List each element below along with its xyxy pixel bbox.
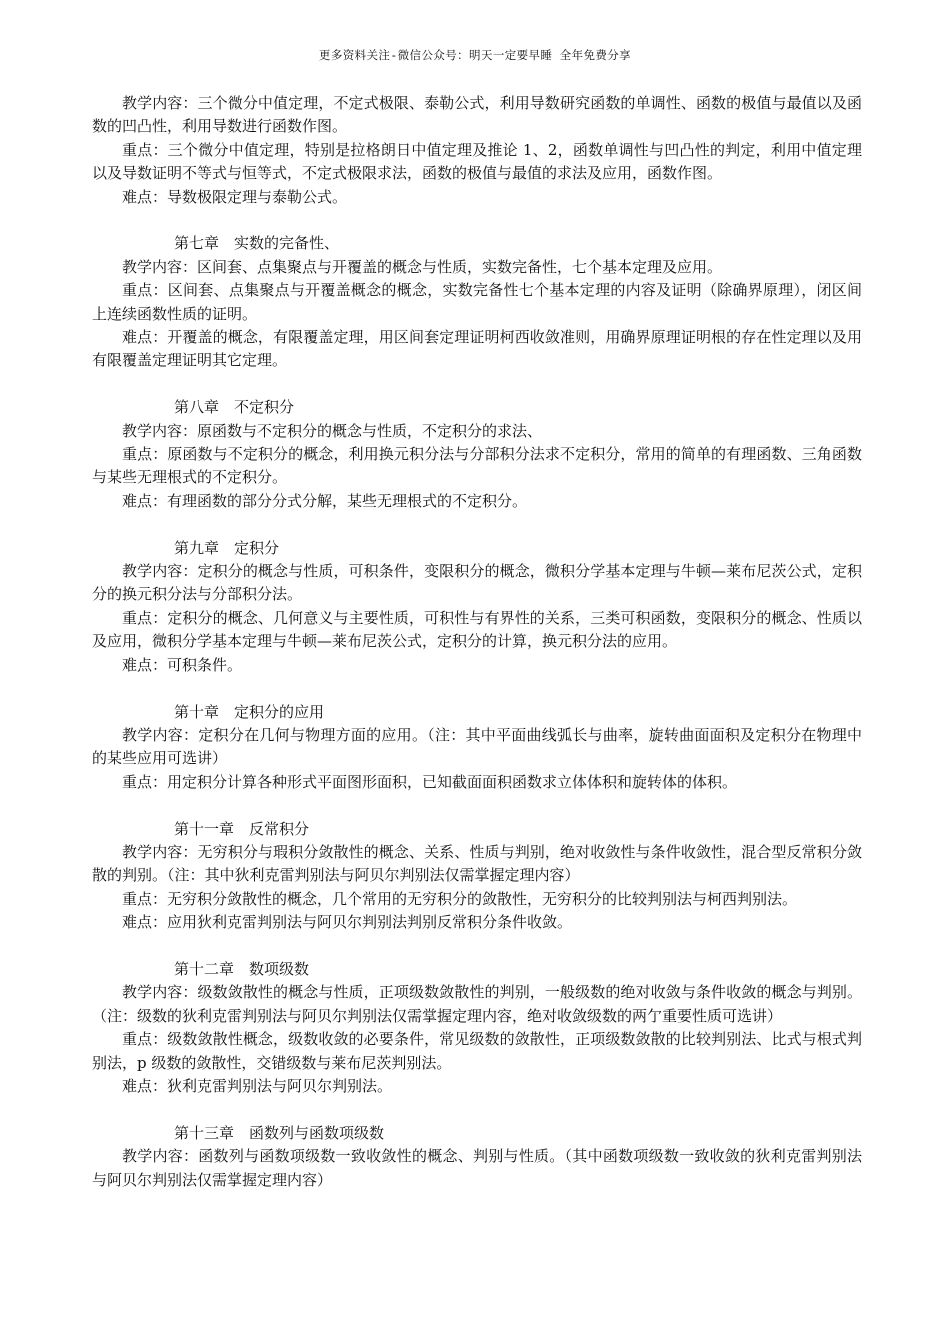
chapter-title <box>92 537 862 560</box>
paragraph-difficulties: 难点：导数极限定理与泰勒公式。 <box>122 187 348 206</box>
paragraph-difficulties: 难点：可积条件。 <box>122 655 243 674</box>
paragraph-key-points: 重点：定积分的概念、几何意义与主要性质，可积性与有界性的关系，三类可积函数，变限积分的概念、性质以及应用，微积分学基本定理与牛顿—莱布尼茨公式，定积分的计算，换元积分法的应用。 <box>92 608 862 651</box>
chapter-name: 函数列与函数项级数 <box>249 1123 385 1142</box>
chapter-title <box>92 701 862 724</box>
section-chapter-9 <box>92 537 862 677</box>
chapter-number: 第九章 <box>174 538 220 557</box>
chapter-title <box>92 396 862 419</box>
chapter-number: 第十二章 <box>174 959 235 978</box>
chapter-title <box>92 232 862 255</box>
chapter-name: 定积分的应用 <box>234 702 325 721</box>
paragraph-difficulties: 难点：开覆盖的概念，有限覆盖定理，用区间套定理证明柯西收敛准则，用确界原理证明根的存在性定理以及用有限覆盖定理证明其它定理。 <box>92 328 862 370</box>
section-chapter-10 <box>92 701 862 795</box>
paragraph-difficulties: 难点：狄利克雷判别法与阿贝尔判别法。 <box>122 1076 393 1095</box>
section-continuation <box>92 92 862 209</box>
chapter-name: 反常积分 <box>249 819 310 838</box>
chapter-name: 定积分 <box>234 538 280 557</box>
paragraph-key-points: 重点：区间套、点集聚点与开覆盖概念的概念，实数完备性七个基本定理的内容及证明（除确界原理），闭区间上连续函数性质的证明。 <box>92 281 862 323</box>
section-chapter-13 <box>92 1122 862 1192</box>
chapter-title <box>92 958 862 981</box>
chapter-number: 第十三章 <box>174 1123 235 1142</box>
paragraph-content: 教学内容：原函数与不定积分的概念与性质，不定积分的求法、 <box>122 421 543 440</box>
section-chapter-12 <box>92 958 862 1098</box>
paragraph-key-points: 重点：用定积分计算各种形式平面图形面积，已知截面面积函数求立体体积和旋转体的体积。 <box>122 772 738 791</box>
section-chapter-11 <box>92 818 862 935</box>
paragraph-content: 教学内容：三个微分中值定理，不定式极限、泰勒公式，利用导数研究函数的单调性、函数的极值与最值以及函数的凹凸性，利用导数进行函数作图。 <box>92 94 862 136</box>
chapter-number: 第八章 <box>174 398 220 417</box>
paragraph-content: 教学内容：级数敛散性的概念与性质，正项级数敛散性的判别，一般级数的绝对收敛与条件收敛的概念与判别。（注：级数的狄利克雷判别法与阿贝尔判别法仅需掌握定理内容，绝对收敛级数的两亇重要性质可选讲） <box>92 983 862 1025</box>
chapter-name: 数项级数 <box>249 959 310 978</box>
paragraph-key-points: 重点：原函数与不定积分的概念，利用换元积分法与分部积分法求不定积分，常用的简单的有理函数、三角函数与某些无理根式的不定积分。 <box>92 445 862 487</box>
chapter-number: 第七章 <box>174 234 220 253</box>
paragraph-key-points: 重点：三个微分中值定理，特别是拉格朗日中值定理及推论 1、2，函数单调性与凹凸性的判定，利用中值定理以及导数证明不等式与恒等式，不定式极限求法，函数的极值与最值的求法及应用，函数作图。 <box>92 140 862 183</box>
paragraph-key-points: 重点：无穷积分敛散性的概念，几个常用的无穷积分的敛散性，无穷积分的比较判别法与柯西判别法。 <box>122 889 798 908</box>
chapter-name: 实数的完备性、 <box>234 234 340 253</box>
paragraph-difficulties: 难点：应用狄利克雷判别法与阿贝尔判别法判别反常积分条件收敛。 <box>122 913 573 932</box>
document-body <box>92 92 862 1215</box>
paragraph-content: 教学内容：函数列与函数项级数一致收敛性的概念、判别与性质。（其中函数项级数一致收敛的狄利克雷判别法与阿贝尔判别法仅需掌握定理内容） <box>92 1147 862 1189</box>
chapter-number: 第十章 <box>174 702 220 721</box>
chapter-title <box>92 1122 862 1145</box>
paragraph-content: 教学内容：无穷积分与瑕积分敛散性的概念、关系、性质与判别，绝对收敛性与条件收敛性，混合型反常积分敛散的判别。（注：其中狄利克雷判别法与阿贝尔判别法仅需掌握定理内容） <box>92 842 862 885</box>
paragraph-content: 教学内容：定积分在几何与物理方面的应用。（注：其中平面曲线弧长与曲率，旋转曲面面积及定积分在物理中的某些应用可选讲） <box>92 725 862 768</box>
page-header: 更多资料关注-微信公众号：明天一定要早睡 全年免费分享 <box>318 48 632 62</box>
chapter-number: 第十一章 <box>174 819 235 838</box>
chapter-title <box>92 818 862 841</box>
section-chapter-7 <box>92 232 862 372</box>
paragraph-key-points: 重点：级数敛散性概念，级数收敛的必要条件，常见级数的敛散性，正项级数敛散的比较判别法、比式与根式判别法，p 级数的敛散性，交错级数与莱布尼茨判别法。 <box>92 1030 862 1072</box>
paragraph-difficulties: 难点：有理函数的部分分式分解，某些无理根式的不定积分。 <box>122 491 528 510</box>
section-chapter-8 <box>92 396 862 513</box>
chapter-name: 不定积分 <box>234 398 295 417</box>
paragraph-content: 教学内容：定积分的概念与性质，可积条件，变限积分的概念，微积分学基本定理与牛顿—莱布尼茨公式，定积分的换元积分法与分部积分法。 <box>92 562 862 604</box>
paragraph-content: 教学内容：区间套、点集聚点与开覆盖的概念与性质，实数完备性，七个基本定理及应用。 <box>122 257 723 276</box>
